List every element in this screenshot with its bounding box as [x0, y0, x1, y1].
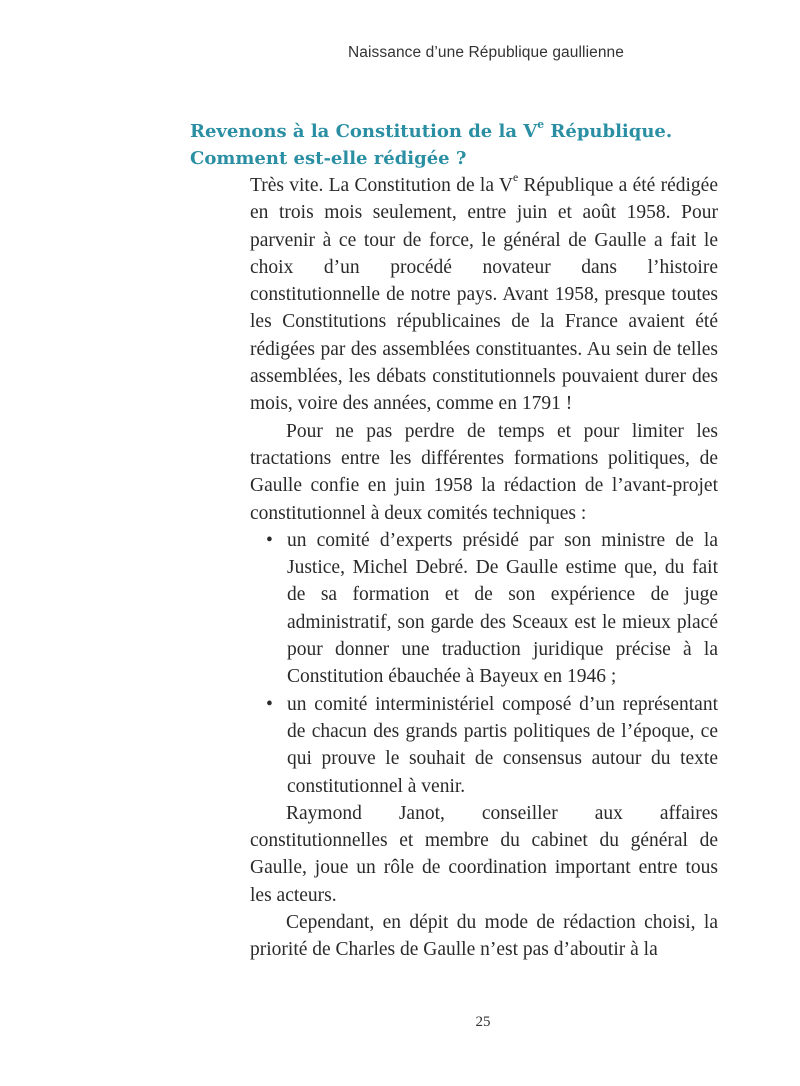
question-line-1: Revenons à la Constitution de la Ve République. [190, 117, 673, 142]
running-head: Naissance d’une République gaullienne [347, 44, 624, 61]
superscript: e [537, 117, 545, 131]
paragraph-4: Cependant, en dépit du mode de rédaction choisi, la priorité de Charles de Gaulle n’est pas d’aboutir à la [250, 912, 718, 961]
section-question-heading [190, 118, 750, 172]
bullet-icon: • [266, 529, 273, 551]
paragraph-1: Très vite. La Constitution de la Ve République a été rédigée en trois mois seulement, entre juin et août 1958. Pour parvenir à ce tour de force, le général de Gaulle a fait le choix d’un procédé novateur dans l’histoire constitutionnelle de notre pays. Avant 1958, presque toutes les Constitutions républicaines de la France avaient été rédigées par des assemblées constituantes. Au sein de telles assemblées, les débats constitutionnels pouvaient durer des mois, voire des années, comme en 1791 ! [250, 171, 718, 415]
paragraph-2: Pour ne pas perdre de temps et pour limiter les tractations entre les différentes formations politiques, de Gaulle confie en juin 1958 la rédaction de l’avant-projet constitutionnel à deux comités techniques : [250, 420, 718, 524]
bullet-list [250, 527, 718, 800]
superscript: e [513, 171, 519, 185]
question-line-2: Comment est-elle rédigée ? [190, 148, 467, 169]
list-item: • un comité interministériel composé d’un représentant de chacun des grands partis politiques de l’époque, ce qui prouve le souhait de consensus autour du texte constitutionnel à venir. [250, 691, 718, 800]
body-text [250, 172, 718, 964]
paragraph-3: Raymond Janot, conseiller aux affaires constitutionnelles et membre du cabinet du général de Gaulle, joue un rôle de coordination important entre tous les acteurs. [250, 802, 718, 906]
bullet-icon: • [266, 693, 273, 715]
page-number: 25 [475, 1014, 491, 1030]
list-item: • un comité d’experts présidé par son ministre de la Justice, Michel Debré. De Gaulle estime que, du fait de sa formation et de son expérience de juge administratif, son garde des Sceaux est le mieux placé pour donner une traduction juridique précise à la Constitution ébauchée à Bayeux en 1946 ; [250, 527, 718, 691]
